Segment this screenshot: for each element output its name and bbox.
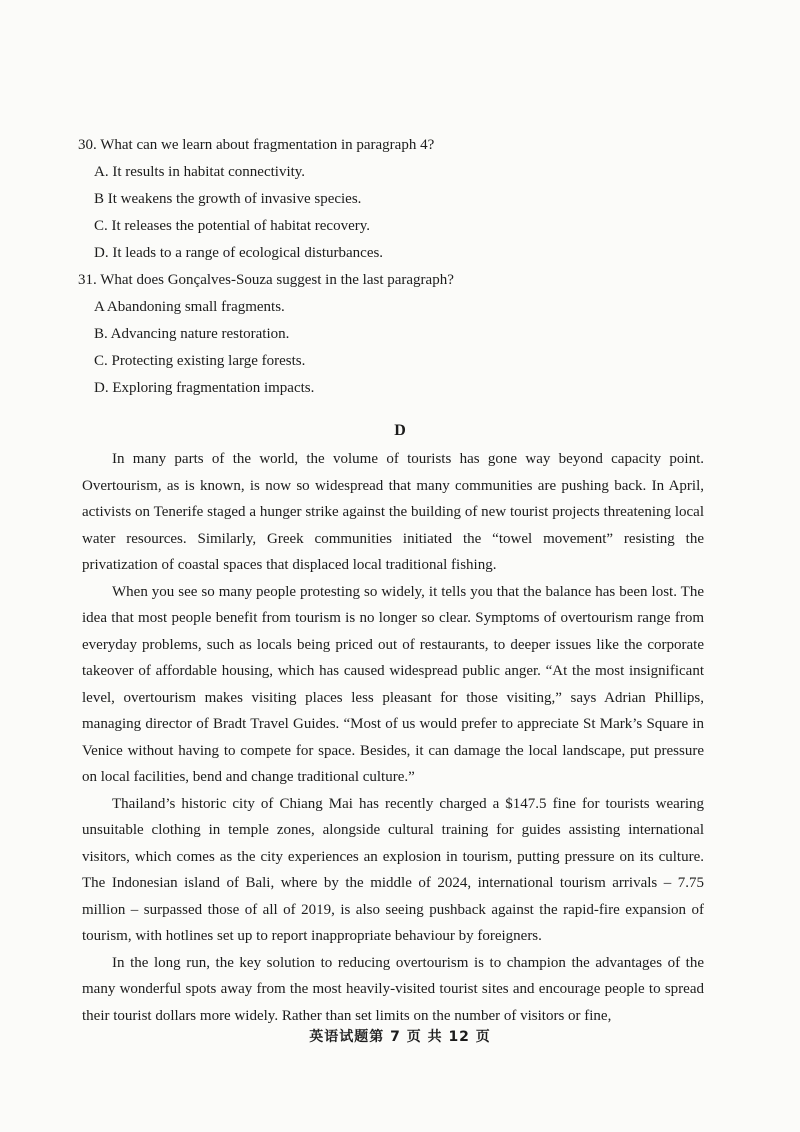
question-31-option-d: D. Exploring fragmentation impacts. [94,380,315,396]
passage-paragraph-1: In many parts of the world, the volume of tourists has gone way beyond capacity point. Overtourism, as is known, is now so widespread that many communities are pushing back. In April, activists on Tenerife staged a hunger strike against the building of new tourist projects threatening local water resources. Similarly, Greek communities initiated the “towel movement” resisting the privatization of coastal spaces that displaced local traditional fishing. [82,451,704,573]
page-footer: 英语试题第 7 页 共 12 页 [309,1029,491,1045]
question-block [78,132,718,402]
question-30-option-c: C. It releases the potential of habitat recovery. [94,218,370,234]
section-heading: D [394,422,406,439]
passage-paragraph-2: When you see so many people protesting so widely, it tells you that the balance has been lost. The idea that most people benefit from tourism is no longer so clear. Symptoms of overtourism range from everyday problems, such as locals being priced out of restaurants, to deeper issues like the corporate takeover of affordable housing, which has caused widespread public anger. “At the most insignificant level, overtourism makes visiting places less pleasant for those visiting,” says Adrian Phillips, managing director of Bradt Travel Guides. “Most of us would prefer to appreciate St Mark’s Square in Venice without having to compete for space. Besides, it can damage the local landscape, put pressure on local facilities, bend and change traditional culture.” [82,583,704,785]
passage-paragraph-3: Thailand’s historic city of Chiang Mai has recently charged a $147.5 fine for tourists wearing unsuitable clothing in temple zones, alongside cultural training for guides assisting international visitors, which comes as the city experiences an explosion in tourism, putting pressure on its culture. The Indonesian island of Bali, where by the middle of 2024, international tourism arrivals – 7.75 million – surpassed those of all of 2019, is also seeing pushback against the rapid-fire expansion of tourism, with hotlines set up to report inappropriate behaviour by foreigners. [82,795,704,944]
question-31-option-c: C. Protecting existing large forests. [94,353,306,369]
question-31-stem: 31. What does Gonçalves-Souza suggest in the last paragraph? [78,272,454,288]
question-31-option-b: B. Advancing nature restoration. [94,326,290,342]
question-30-option-d: D. It leads to a range of ecological disturbances. [94,245,384,261]
question-30-option-a: A. It results in habitat connectivity. [94,164,306,180]
passage-paragraph-4: In the long run, the key solution to reducing overtourism is to champion the advantages of the many wonderful spots away from the most heavily-visited tourist sites and encourage people to spread their tourist dollars more widely. Rather than set limits on the number of visitors or fine, [82,954,704,1024]
question-30-option-b: B It weakens the growth of invasive species. [94,191,362,207]
reading-passage [82,446,704,1029]
question-30-stem: 30. What can we learn about fragmentation in paragraph 4? [78,137,435,153]
question-31-option-a: A Abandoning small fragments. [94,299,285,315]
